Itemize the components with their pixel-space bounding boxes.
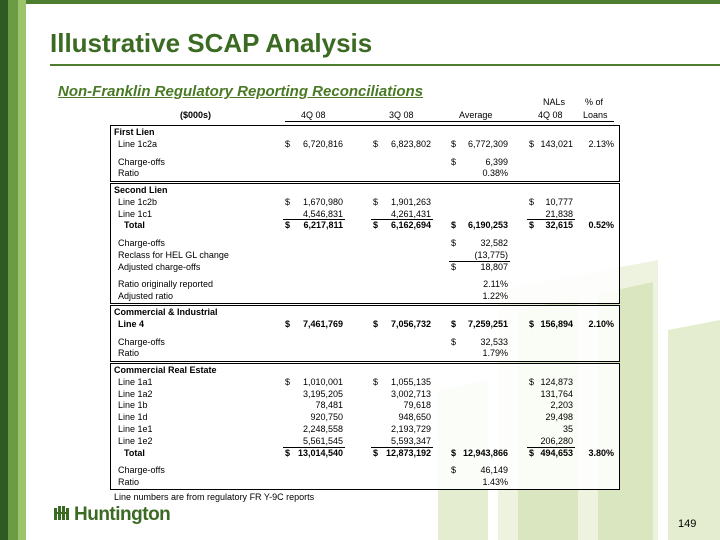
cell-pct-loans: 2.10% <box>588 318 614 329</box>
row-label: Line 1a2 <box>118 388 153 399</box>
header-4q08: 4Q 08 <box>301 110 326 120</box>
row-label: Line 1b <box>118 400 148 411</box>
cell-average: 6,190,253 <box>467 220 508 231</box>
header-nals-4q08: 4Q 08 <box>538 110 563 120</box>
cell-nals: 35 <box>562 424 573 434</box>
row-label: Line 4 <box>118 318 145 329</box>
cell-3q08: 2,193,729 <box>390 424 431 434</box>
cell-4q08: 6,720,816 <box>302 138 343 149</box>
cell-average-dollar: $ <box>451 156 457 167</box>
cell-average-dollar: $ <box>451 261 457 272</box>
header-nals: NALs <box>543 97 566 107</box>
header-units: ($000s) <box>180 110 212 120</box>
row-label: Line 1e1 <box>118 424 153 434</box>
cell-4q08: 7,461,769 <box>302 318 343 329</box>
cell-average: 1.79% <box>482 348 508 359</box>
row-label: Ratio <box>118 477 140 488</box>
cell-4q08: 2,248,558 <box>302 424 343 434</box>
header-loans: Loans <box>583 110 608 120</box>
cell-average-dollar: $ <box>451 220 457 231</box>
logo-wordmark: Huntington <box>74 504 171 525</box>
cell-3q08: 7,056,732 <box>390 318 431 329</box>
cell-3q08-dollar: $ <box>373 138 379 149</box>
page-number: 149 <box>678 518 697 530</box>
cell-nals: 131,764 <box>540 388 573 399</box>
row-label: Charge-offs <box>118 156 165 167</box>
top-rule <box>26 0 720 4</box>
row-label: Ratio <box>118 348 140 359</box>
cell-nals: 32,615 <box>545 220 573 231</box>
cell-average: (13,775) <box>474 249 508 260</box>
cell-3q08: 4,261,431 <box>390 208 431 219</box>
cell-average: 2.11% <box>483 279 508 290</box>
cell-4q08-dollar: $ <box>285 447 291 458</box>
cell-4q08: 1,670,980 <box>302 196 343 207</box>
row-label: Adjusted ratio <box>118 291 174 302</box>
total-rule <box>371 447 433 448</box>
section-title: Commercial Real Estate <box>114 365 217 375</box>
cell-average: 1.43% <box>482 477 508 488</box>
total-rule <box>283 219 345 220</box>
cell-average: 12,943,866 <box>462 447 508 458</box>
cell-3q08: 1,901,263 <box>390 196 431 207</box>
cell-3q08: 6,162,694 <box>390 220 431 231</box>
cell-4q08: 4,546,831 <box>302 208 343 219</box>
cell-average: 6,772,309 <box>467 138 508 149</box>
cell-4q08-dollar: $ <box>285 138 291 149</box>
cell-3q08-dollar: $ <box>373 318 379 329</box>
cell-average: 18,807 <box>480 261 508 272</box>
subtotal-rule <box>449 261 510 262</box>
row-label: Line 1c2a <box>118 138 158 149</box>
cell-average: 32,582 <box>480 238 508 249</box>
section-title: Commercial & Industrial <box>114 307 218 317</box>
left-decorative-bar <box>0 0 26 540</box>
title-rule <box>50 64 720 66</box>
row-label: Line 1e2 <box>118 435 153 446</box>
cell-nals-dollar: $ <box>529 318 535 329</box>
row-label: Reclass for HEL GL change <box>118 249 229 260</box>
cell-3q08: 3,002,713 <box>390 388 431 399</box>
header-underline <box>285 121 614 122</box>
cell-3q08: 948,650 <box>398 412 431 423</box>
cell-nals: 124,873 <box>540 376 573 387</box>
cell-average-dollar: $ <box>451 465 457 476</box>
cell-4q08-dollar: $ <box>285 376 291 387</box>
cell-nals-dollar: $ <box>529 196 535 207</box>
cell-nals: 10,777 <box>545 196 573 207</box>
huntington-logo-icon <box>54 505 70 521</box>
row-label: Charge-offs <box>118 465 165 476</box>
row-label: Charge-offs <box>118 238 165 249</box>
row-label: Total <box>124 220 145 231</box>
header-3q08: 3Q 08 <box>389 110 414 120</box>
cell-average: 46,149 <box>480 465 508 476</box>
cell-nals: 2,203 <box>550 400 573 411</box>
cell-3q08-dollar: $ <box>373 376 379 387</box>
section-title: Second Lien <box>114 185 168 195</box>
header-average: Average <box>459 110 493 120</box>
cell-average-dollar: $ <box>451 318 457 329</box>
cell-nals: 21,838 <box>545 208 573 219</box>
row-label: Charge-offs <box>118 336 165 347</box>
total-rule <box>527 447 575 448</box>
row-label: Line 1c1 <box>118 208 153 219</box>
cell-average: 32,533 <box>480 336 508 347</box>
cell-4q08: 920,750 <box>310 412 343 423</box>
cell-nals: 206,280 <box>540 435 573 446</box>
cell-pct-loans: 0.52% <box>588 220 614 231</box>
page-title: Illustrative SCAP Analysis <box>50 28 373 58</box>
cell-nals: 143,021 <box>540 138 573 149</box>
page-subtitle: Non-Franklin Regulatory Reporting Reconciliations <box>58 83 424 100</box>
cell-3q08: 12,873,192 <box>385 447 431 458</box>
cell-nals: 29,498 <box>545 412 573 423</box>
row-label: Adjusted charge-offs <box>118 261 201 272</box>
cell-3q08: 6,823,802 <box>390 138 431 149</box>
cell-average: 6,399 <box>485 156 508 167</box>
cell-nals-dollar: $ <box>529 220 535 231</box>
cell-4q08: 6,217,811 <box>303 220 343 231</box>
row-label: Line 1d <box>118 412 148 423</box>
cell-average: 7,259,251 <box>467 318 508 329</box>
cell-pct-loans: 3.80% <box>588 447 614 458</box>
footnote: Line numbers are from regulatory FR Y-9C reports <box>114 492 315 502</box>
section-box-first-lien <box>110 125 620 182</box>
cell-4q08: 13,014,540 <box>297 447 343 458</box>
cell-pct-loans: 2.13% <box>588 138 614 149</box>
row-label: Ratio <box>118 168 140 179</box>
cell-3q08: 79,618 <box>403 400 431 411</box>
total-rule <box>371 219 433 220</box>
cell-4q08-dollar: $ <box>285 220 291 231</box>
cell-4q08-dollar: $ <box>285 196 291 207</box>
total-rule <box>527 219 575 220</box>
total-rule <box>283 447 345 448</box>
row-label: Total <box>124 447 145 458</box>
cell-nals-dollar: $ <box>529 138 535 149</box>
row-label: Line 1a1 <box>118 376 153 387</box>
cell-average: 0.38% <box>482 168 508 179</box>
cell-3q08-dollar: $ <box>373 196 379 207</box>
cell-nals: 156,894 <box>540 318 573 329</box>
cell-average-dollar: $ <box>451 447 457 458</box>
header-pct-of: % of <box>585 97 604 107</box>
cell-nals-dollar: $ <box>529 376 535 387</box>
cell-3q08: 5,593,347 <box>390 435 431 446</box>
cell-3q08-dollar: $ <box>373 220 379 231</box>
cell-nals: 494,653 <box>540 447 573 458</box>
row-label: Line 1c2b <box>118 196 158 207</box>
cell-4q08-dollar: $ <box>285 318 291 329</box>
cell-average-dollar: $ <box>451 138 457 149</box>
cell-4q08: 5,561,545 <box>302 435 343 446</box>
cell-4q08: 78,481 <box>315 400 343 411</box>
cell-average-dollar: $ <box>451 238 457 249</box>
cell-3q08-dollar: $ <box>373 447 379 458</box>
cell-4q08: 3,195,205 <box>302 388 343 399</box>
cell-nals-dollar: $ <box>529 447 535 458</box>
cell-average-dollar: $ <box>451 336 457 347</box>
cell-average: 1.22% <box>482 291 508 302</box>
cell-3q08: 1,055,135 <box>390 376 431 387</box>
cell-4q08: 1,010,001 <box>302 376 343 387</box>
section-title: First Lien <box>114 127 155 137</box>
row-label: Ratio originally reported <box>118 279 214 290</box>
